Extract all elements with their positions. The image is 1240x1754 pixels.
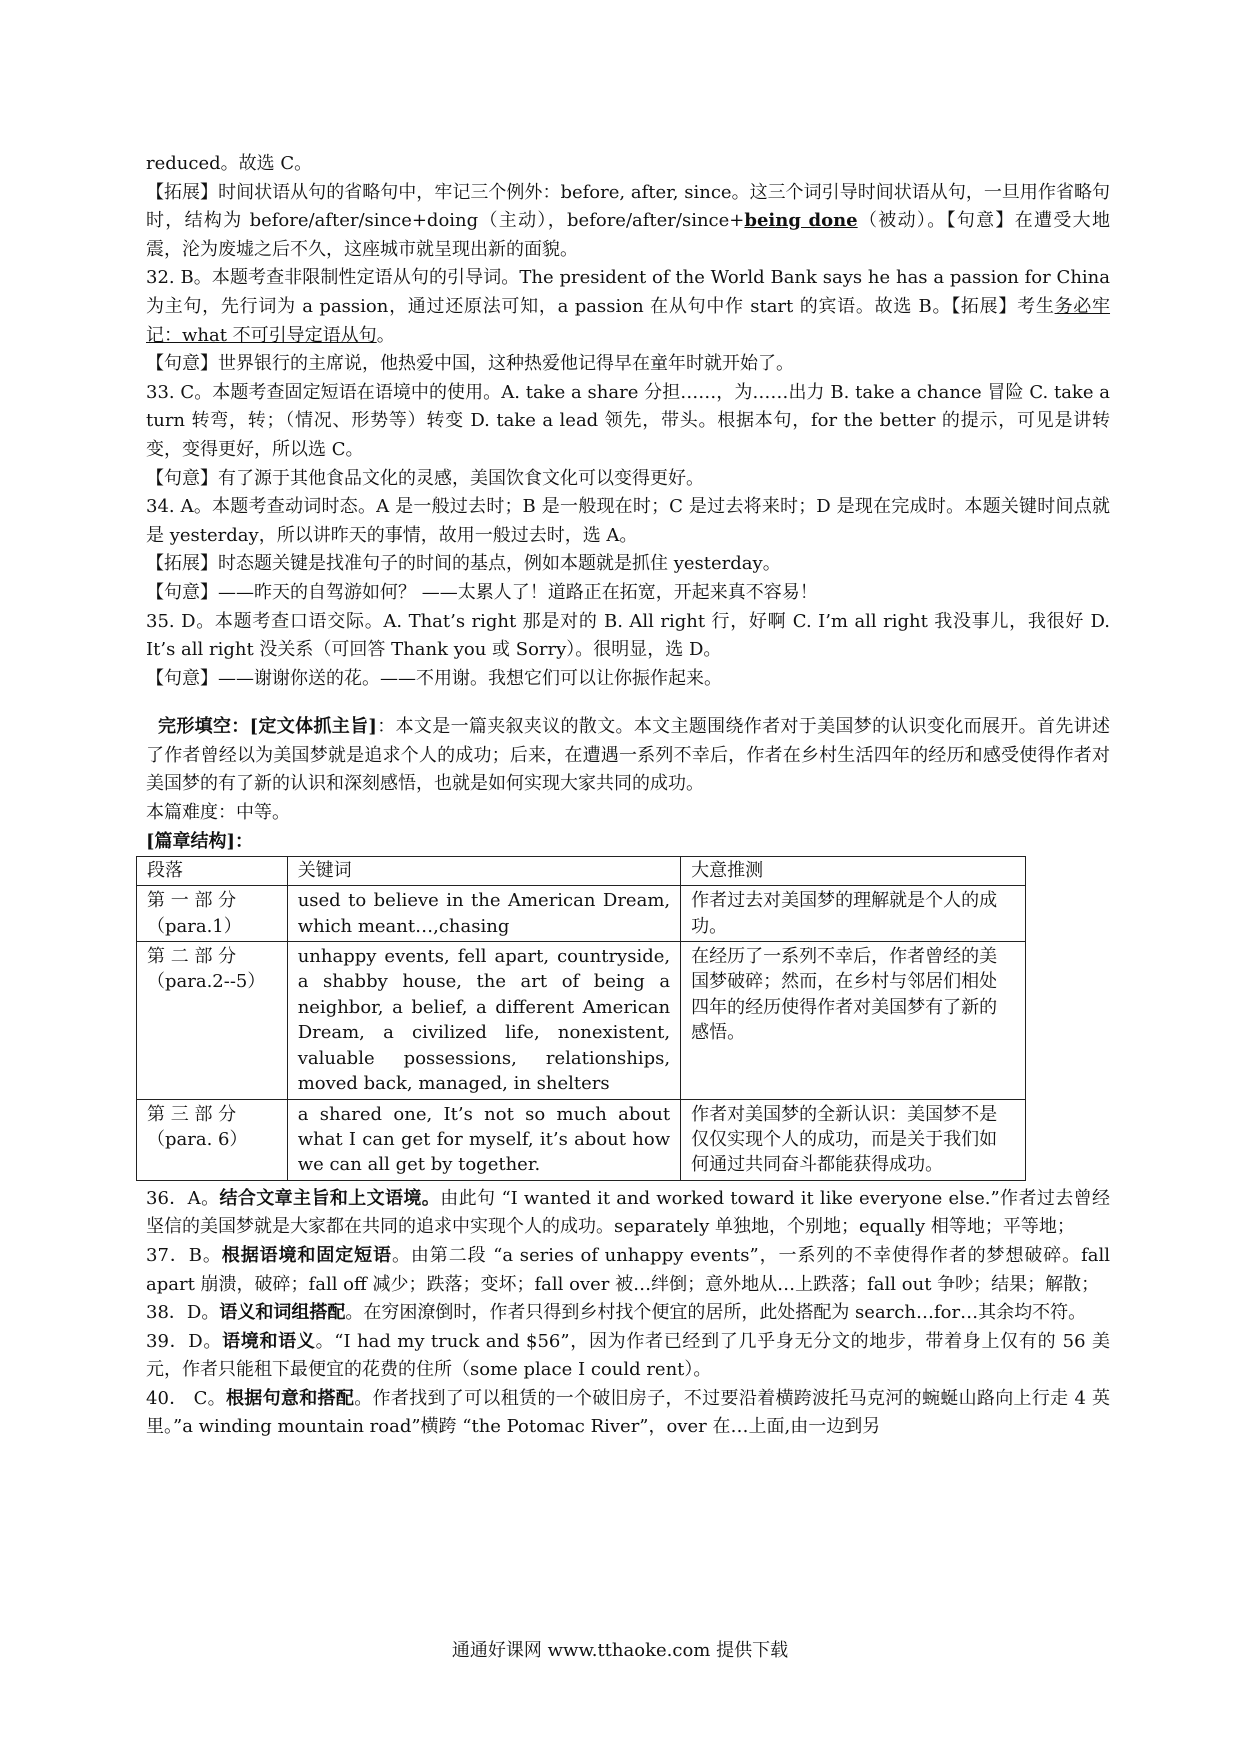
answer-36: 36．A。结合文章主旨和上文语境。由此句 “I wanted it and worked toward it like everyone else.”作者过去曾经坚信的美国梦就是大家都在共同的追求中实现个人的成功。separately 单独地，个别地；equally 相等地；平等地； <box>146 1187 1111 1238</box>
table-header-row <box>137 857 1026 886</box>
header-cell: 段落 <box>137 857 288 886</box>
header-cell: 大意推测 <box>681 857 1026 886</box>
keywords-cell: unhappy events, fell apart, countryside, a shabby house, the art of being a neighbor, a belief, a different American Dream, a civilized life, nonexistent, valuable possessions, relationships, moved back, managed, in shelters <box>287 942 680 1099</box>
answer-40: 40． C。根据句意和搭配。作者找到了可以租赁的一个破旧房子，不过要沿着横跨波托马克河的蜿蜒山路向上行走 4 英里。”a winding mountain road”横跨 “the Potomac River”，over 在…上面,由一边到另 <box>146 1387 1111 1438</box>
difficulty-line: 本篇难度：中等。 <box>146 802 290 824</box>
answer-35: 35. D。本题考查口语交际。A. That’s right 那是对的 B. All right 行，好啊 C. I’m all right 我没事儿，我很好 D. It’s all right 没关系（可回答 Thank you 或 Sorry）。很明显，选 D。 <box>146 610 1110 661</box>
summary-cell: 作者对美国梦的全新认识：美国梦不是仅仅实现个人的成功，而是关于我们如何通过共同奋斗都能获得成功。 <box>681 1099 1026 1180</box>
table-row <box>137 1099 1026 1180</box>
answer-37: 37．B。根据语境和固定短语。由第二段 “a series of unhappy events”，一系列的不幸使得作者的梦想破碎。fall apart 崩溃，破碎；fall off 减少；跌落；变坏；fall over 被…绊倒；意外地从…上跌落；fall out 争吵；结果；解散； <box>146 1244 1110 1295</box>
part-cell: 第 一 部 分 （para.1） <box>137 886 288 942</box>
answer-39: 39．D。语境和语义。“I had my truck and $56”，因为作者已经到了几乎身无分文的地步，带着身上仅有的 56 美元，作者只能租下最便宜的花费的住所（some place I could rent）。 <box>146 1330 1110 1381</box>
answer-38: 38．D。语义和词组搭配。在穷困潦倒时，作者只得到乡村找个便宜的居所，此处搭配为 search…for…其余均不符。 <box>146 1302 1087 1324</box>
page-footer: 通通好课网 www.tthaoke.com 提供下载 <box>451 1640 789 1661</box>
underlined-note: 务必牢记：what 不可引导定语从句 <box>146 295 1111 346</box>
table-row <box>137 942 1026 1099</box>
part-cell: 第 三 部 分 （para. 6） <box>137 1099 288 1180</box>
answer-32: 32. B。本题考查非限制性定语从句的引导词。The president of the World Bank says he has a passion for China 为主句，先行词为 a passion，通过还原法可知，a passion 在从句中作 start 的宾语。故选 B。【拓展】考生务必牢记：what 不可引导定语从句。 <box>146 267 1111 346</box>
structure-table <box>136 856 1026 1180</box>
document-body <box>146 150 1110 1442</box>
structure-heading: [篇章结构]： <box>146 830 254 852</box>
paragraph-extension: 【拓展】时间状语从句的省略句中，牢记三个例外：before, after, since。这三个词引导时间状语从句，一旦用作省略句时，结构为 before/after/since+doing（主动），before/after/since+being done（被动）。【句意】在遭受大地震，沦为废墟之后不久，这座城市就呈现出新的面貌。 <box>146 181 1110 260</box>
part-cell: 第 二 部 分 （para.2--5） <box>137 942 288 1099</box>
text-line: 【句意】有了源于其他食品文化的灵感，美国饮食文化可以变得更好。 <box>146 467 704 489</box>
text-line: 【句意】世界银行的主席说，他热爱中国，这种热爱他记得早在童年时就开始了。 <box>146 353 794 375</box>
text-line: 【句意】——谢谢你送的花。——不用谢。我想它们可以让你振作起来。 <box>146 667 722 689</box>
cloze-intro: 完形填空：[定文体抓主旨]：本文是一篇夹叙夹议的散文。本文主题围绕作者对于美国梦的认识变化而展开。首先讲述了作者曾经以为美国梦就是追求个人的成功；后来，在遭遇一系列不幸后，作者在乡村生活四年的经历和感受使得作者对美国梦的有了新的认识和深刻感悟，也就是如何实现大家共同的成功。 <box>146 716 1110 795</box>
table-row <box>137 886 1026 942</box>
header-cell: 关键词 <box>287 857 680 886</box>
keywords-cell: a shared one, It’s not so much about what I can get for myself, it’s about how we can all get by together. <box>287 1099 680 1180</box>
cloze-heading: 完形填空：[定文体抓主旨] <box>158 716 377 738</box>
text-line: 【句意】——昨天的自驾游如何？ ——太累人了！道路正在拓宽，开起来真不容易！ <box>146 581 818 603</box>
summary-cell: 在经历了一系列不幸后，作者曾经的美国梦破碎；然而，在乡村与邻居们相处四年的经历使得作者对美国梦有了新的感悟。 <box>681 942 1026 1099</box>
summary-cell: 作者过去对美国梦的理解就是个人的成功。 <box>681 886 1026 942</box>
emphasis-being-done: being done <box>744 210 858 232</box>
answer-33: 33. C。本题考查固定短语在语境中的使用。A. take a share 分担……，为……出力 B. take a chance 冒险 C. take a turn 转弯，转；（情况、形势等）转变 D. take a lead 领先，带头。根据本句，for the better 的提示，可见是讲转变，变得更好，所以选 C。 <box>146 381 1110 460</box>
text-line: reduced。故选 C。 <box>146 153 313 174</box>
text-line: 【拓展】时态题关键是找准句子的时间的基点，例如本题就是抓住 yesterday。 <box>146 553 781 575</box>
answer-34: 34. A。本题考查动词时态。A 是一般过去时；B 是一般现在时；C 是过去将来时；D 是现在完成时。本题关键时间点就是 yesterday，所以讲昨天的事情，故用一般过去时，选 A。 <box>146 496 1110 546</box>
keywords-cell: used to believe in the American Dream, which meant…,chasing <box>287 886 680 942</box>
